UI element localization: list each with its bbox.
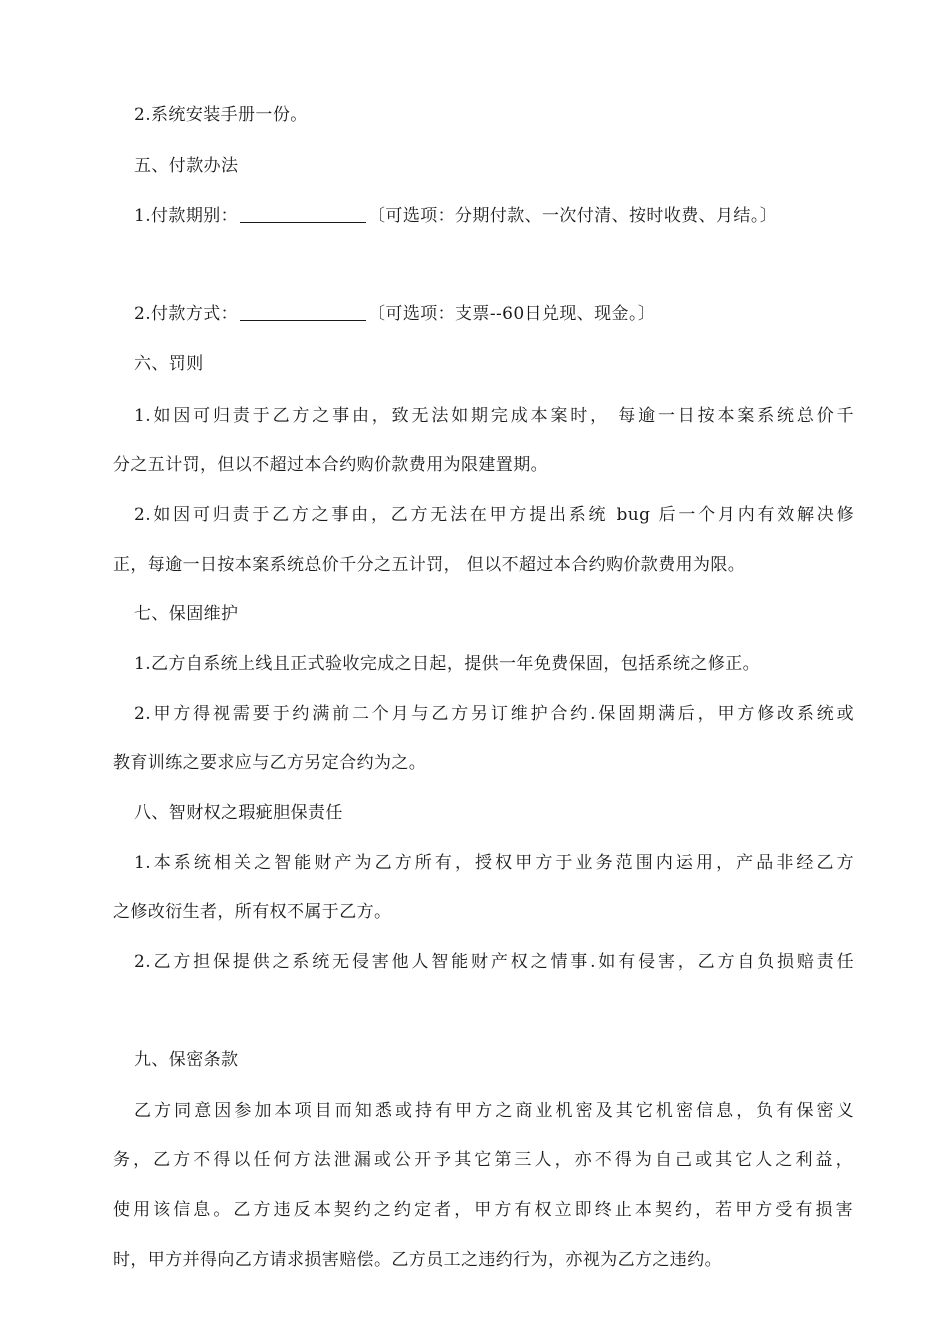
penalty-heading: 六、罚则 (134, 354, 204, 374)
confidentiality-line1: 乙方同意因参加本项目而知悉或持有甲方之商业机密及其它机密信息，负有保密义 (134, 1101, 854, 1121)
payment-period-options: 〔可选项：分期付款、一次付清、按时收费、月结。〕 (368, 206, 778, 226)
warranty-heading: 七、保固维护 (134, 604, 239, 624)
warranty-item2-line2: 教育训练之要求应与乙方另定合约为之。 (113, 753, 427, 773)
ip-item1-line1: 1.本系统相关之智能财产为乙方所有，授权甲方于业务范围内运用，产品非经乙方 (134, 853, 854, 873)
payment-method-item (134, 302, 854, 326)
payment-heading: 五、付款办法 (134, 156, 239, 176)
ip-item1-line2: 之修改衍生者，所有权不属于乙方。 (113, 902, 392, 922)
payment-period-item (134, 204, 854, 228)
install-manual-item: 2.系统安装手册一份。 (134, 105, 308, 125)
penalty-item1-line2: 分之五计罚，但以不超过本合约购价款费用为限建置期。 (113, 455, 548, 475)
payment-period-label: 1.付款期别： (134, 206, 239, 226)
confidentiality-line3: 使用该信息。乙方违反本契约之约定者，甲方有权立即终止本契约，若甲方受有损害 (113, 1200, 853, 1220)
penalty-item1-line1: 1.如因可归责于乙方之事由，致无法如期完成本案时， 每逾一日按本案系统总价千 (134, 406, 854, 426)
confidentiality-heading: 九、保密条款 (134, 1050, 239, 1070)
warranty-item2-line1: 2.甲方得视需要于约满前二个月与乙方另订维护合约.保固期满后，甲方修改系统或 (134, 704, 854, 724)
ip-item2: 2.乙方担保提供之系统无侵害他人智能财产权之情事.如有侵害，乙方自负损赔责任 (134, 952, 854, 972)
ip-heading: 八、智财权之瑕疵胆保责任 (134, 803, 343, 823)
confidentiality-line2: 务，乙方不得以任何方法泄漏或公开予其它第三人，亦不得为自己或其它人之利益， (113, 1150, 853, 1170)
payment-method-blank (240, 304, 366, 321)
payment-period-blank (240, 206, 366, 223)
penalty-item2-line1: 2.如因可归责于乙方之事由，乙方无法在甲方提出系统 bug 后一个月内有效解决修 (134, 505, 854, 525)
confidentiality-line4: 时，甲方并得向乙方请求损害赔偿。乙方员工之违约行为，亦视为乙方之违约。 (113, 1250, 722, 1270)
warranty-item1: 1.乙方自系统上线且正式验收完成之日起，提供一年免费保固，包括系统之修正。 (134, 654, 761, 674)
payment-method-label: 2.付款方式： (134, 304, 239, 324)
penalty-item2-line2: 正，每逾一日按本案系统总价千分之五计罚， 但以不超过本合约购价款费用为限。 (113, 555, 746, 575)
payment-method-options: 〔可选项：支票--60日兑现、现金。〕 (368, 304, 656, 324)
